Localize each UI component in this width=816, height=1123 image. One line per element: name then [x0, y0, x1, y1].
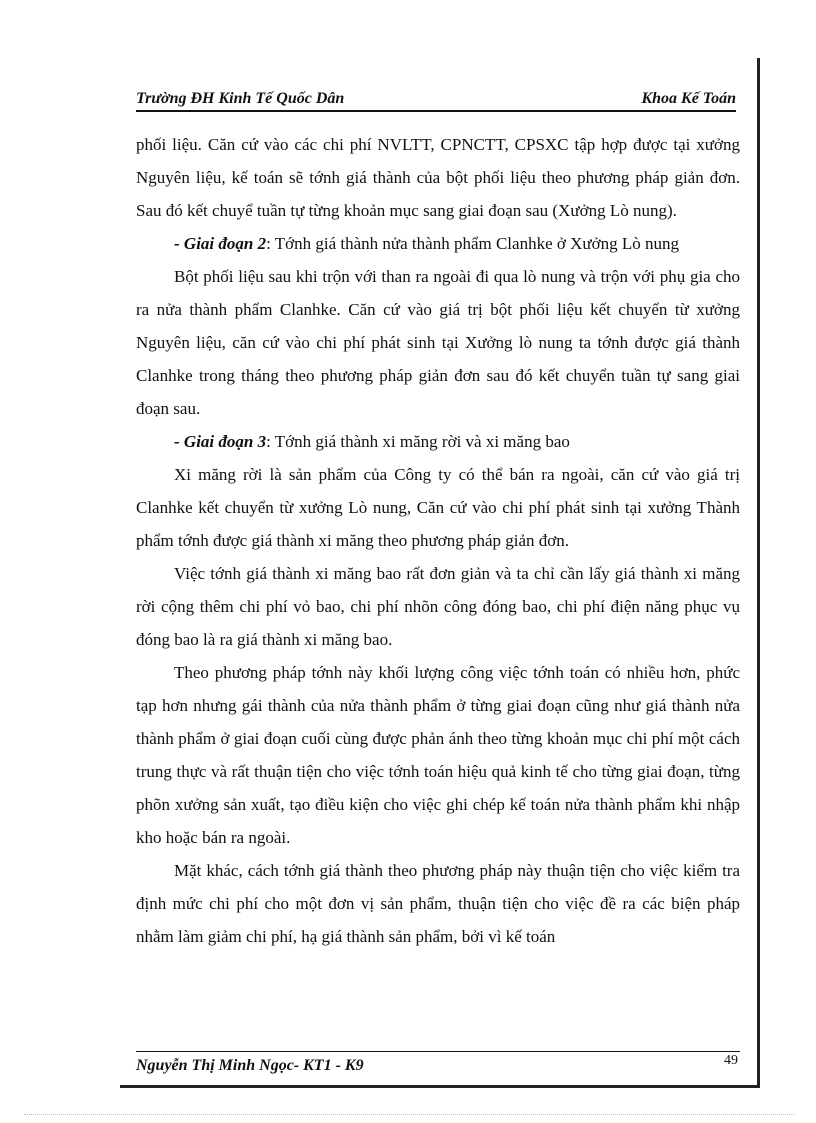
- stage-2-text: : Tớnh giá thành nửa thành phẩm Clanhke ở Xưởng Lò nung: [266, 234, 679, 253]
- stage-3-text: : Tớnh giá thành xi măng rời và xi măng bao: [266, 432, 570, 451]
- page-edge-dotted-line: [24, 1114, 794, 1115]
- header-rule: [136, 110, 736, 112]
- paragraph-6: Việc tớnh giá thành xi măng bao rất đơn giản và ta chỉ cần lấy giá thành xi măng rời cộng thêm chi phí vỏ bao, chi phí nhõn công đóng bao, chi phí điện năng phục vụ đóng bao là ra giá thành xi măng bao.: [136, 564, 740, 649]
- stage-2-label: - Giai đoạn 2: [174, 234, 267, 253]
- paragraph-7: Theo phương pháp tớnh này khối lượng công việc tớnh toán có nhiều hơn, phức tạp hơn nhưng gái thành của nửa thành phẩm ở từng giai đoạn cũng như giá thành nửa thành phẩm ở giai đoạn cuối cùng được phản ánh theo từng khoản mục chi phí một cách trung thực và rất thuận tiện cho việc tớnh toán hiệu quả kinh tế cho từng giai đoạn, từng phõn xưởng sản xuất, tạo điều kiện cho việc ghi chép kế toán nửa thành phẩm khi nhập kho hoặc bán ra ngoài.: [136, 663, 740, 847]
- page-footer: [136, 1055, 740, 1079]
- paragraph-5: Xi măng rời là sản phẩm của Công ty có thể bán ra ngoài, căn cứ vào giá trị Clanhke kết chuyển từ xưởng Lò nung, Căn cứ vào chi phí phát sinh tại xưởng Thành phẩm tớnh được giá thành xi măng theo phương pháp giản đơn.: [136, 465, 740, 550]
- header-university: Trường ĐH Kinh Tế Quốc Dân: [136, 90, 345, 107]
- page-header: [136, 86, 736, 112]
- paragraph-3: Bột phối liệu sau khi trộn với than ra ngoài đi qua lò nung và trộn với phụ gia cho ra nửa thành phẩm Clanhke. Căn cứ vào giá trị bột phối liệu kết chuyển từ xưởng Nguyên liệu, căn cứ vào chi phí phát sinh tại Xưởng lò nung ta tớnh được giá thành Clanhke trong tháng theo phương pháp giản đơn sau đó kết chuyển tuần tự sang giai đoạn sau.: [136, 267, 740, 418]
- paragraph-stage-2: [136, 227, 740, 260]
- footer-author: Nguyễn Thị Minh Ngọc- KT1 - K9: [136, 1057, 364, 1074]
- footer-rule: [136, 1051, 740, 1052]
- stage-3-label: - Giai đoạn 3: [174, 432, 267, 451]
- paragraph-stage-3: [136, 425, 740, 458]
- document-body: [136, 128, 740, 953]
- page-number: 49: [724, 1053, 738, 1068]
- paragraph-8: Mặt khác, cách tớnh giá thành theo phương pháp này thuận tiện cho việc kiểm tra định mức chi phí cho một đơn vị sản phẩm, thuận tiện cho việc đề ra các biện pháp nhằm làm giảm chi phí, hạ giá thành sản phẩm, bởi vì kế toán: [136, 861, 740, 946]
- paragraph-1: phối liệu. Căn cứ vào các chi phí NVLTT, CPNCTT, CPSXC tập hợp được tại xưởng Nguyên liệu, kế toán sẽ tớnh giá thành của bột phối liệu theo phương pháp giản đơn. Sau đó kết chuyể tuần tự từng khoản mục sang giai đoạn sau (Xưởng Lò nung).: [136, 135, 740, 220]
- header-faculty: Khoa Kế Toán: [641, 90, 736, 107]
